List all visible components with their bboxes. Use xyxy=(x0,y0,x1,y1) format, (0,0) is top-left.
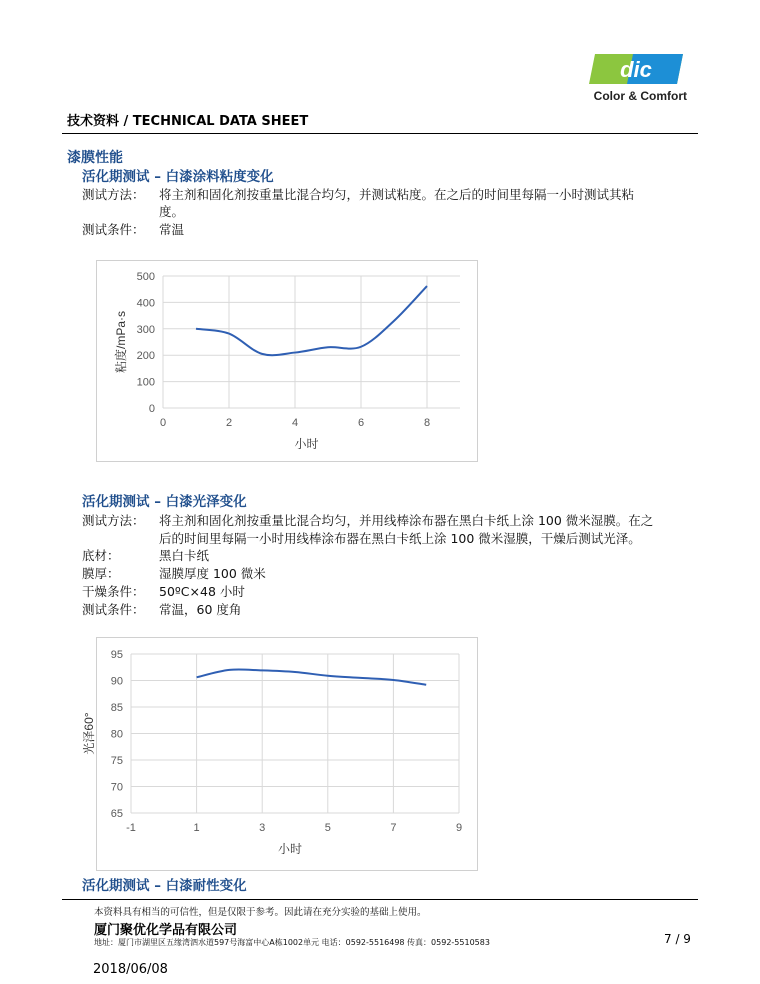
gloss-drying-row xyxy=(82,583,382,600)
gloss-method-line1: 将主剂和固化剂按重量比混合均匀，并用线棒涂布器在黑白卡纸上涂 100 微米湿膜。在之 xyxy=(159,513,654,528)
viscosity-chart-x-tick-label: 4 xyxy=(291,417,299,429)
gloss-substrate-row xyxy=(82,547,382,564)
footer-address: 地址：厦门市湖里区五缘湾泗水道597号海富中心A栋1002单元 电话：0592-5516498 传真：0592-5510583 xyxy=(94,938,490,947)
viscosity-condition-value: 常温 xyxy=(159,222,185,237)
gloss-chart-y-tick-label: 95 xyxy=(110,649,123,661)
gloss-film-value: 湿膜厚度 100 微米 xyxy=(159,566,266,581)
gloss-chart-x-axis-title: 小时 xyxy=(277,842,303,856)
gloss-chart-x-tick-label: 7 xyxy=(390,822,397,834)
gloss-drying-value: 50ºC×48 小时 xyxy=(159,584,245,599)
gloss-chart-y-tick-label: 85 xyxy=(110,702,123,714)
gloss-chart-y-tick-label: 75 xyxy=(110,755,123,767)
viscosity-chart-x-tick-label: 2 xyxy=(225,417,233,429)
section-title: 漆膜性能 xyxy=(67,150,123,166)
gloss-method-line2: 后的时间里每隔一小时用线棒涂布器在黑白卡纸上涂 100 微米湿膜，干燥后测试光泽。 xyxy=(159,531,641,546)
gloss-chart-y-tick-label: 80 xyxy=(110,728,123,741)
document-date: 2018/06/08 xyxy=(93,962,168,977)
viscosity-method-line1: 将主剂和固化剂按重量比混合均匀，并测试粘度。在之后的时间里每隔一小时测试其粘 xyxy=(159,187,635,202)
gloss-chart xyxy=(82,638,477,870)
gloss-chart-y-tick-label: 65 xyxy=(110,808,123,820)
logo-mark-text: dic xyxy=(620,57,652,82)
gloss-condition-row xyxy=(82,601,382,618)
gloss-chart-x-tick-label: 1 xyxy=(193,822,200,834)
viscosity-chart-frame xyxy=(96,260,478,462)
viscosity-chart-y-tick-label: 500 xyxy=(136,271,155,283)
dic-logo-mark xyxy=(589,54,683,84)
gloss-condition-value: 常温，60 度角 xyxy=(159,602,242,617)
page-number: 7 / 9 xyxy=(664,932,691,946)
viscosity-chart-x-tick-label: 8 xyxy=(423,417,431,429)
gloss-chart-x-tick-label: -1 xyxy=(126,822,136,834)
viscosity-chart-x-tick-label: 6 xyxy=(357,417,365,429)
gloss-chart-x-tick-label: 5 xyxy=(324,822,331,834)
viscosity-chart-y-tick-label: 0 xyxy=(148,403,155,415)
gloss-test-title: 活化期测试 – 白漆光泽变化 xyxy=(82,494,247,510)
viscosity-chart xyxy=(97,261,477,461)
viscosity-condition-row xyxy=(82,221,382,238)
gloss-film-label: 膜厚： xyxy=(82,566,120,581)
gloss-substrate-label: 底材： xyxy=(82,548,120,563)
gloss-chart-y-tick-label: 70 xyxy=(110,781,123,794)
viscosity-chart-x-tick-label: 0 xyxy=(159,417,167,429)
document-header-title: 技术资料 / TECHNICAL DATA SHEET xyxy=(67,114,309,129)
viscosity-chart-y-tick-label: 400 xyxy=(136,297,155,310)
viscosity-method-row xyxy=(82,186,702,203)
company-logo xyxy=(583,54,687,104)
viscosity-chart-y-tick-label: 300 xyxy=(136,323,155,336)
viscosity-chart-y-tick-label: 100 xyxy=(136,376,155,389)
viscosity-test-title: 活化期测试 – 白漆涂料粘度变化 xyxy=(82,169,274,185)
viscosity-method-line2: 度。 xyxy=(159,204,185,219)
gloss-chart-x-tick-label: 3 xyxy=(259,822,266,834)
viscosity-chart-y-axis-title: 粘度/mPa·s xyxy=(114,310,128,374)
footer-disclaimer: 本资料具有相当的可信性，但是仅限于参考。因此请在充分实验的基础上使用。 xyxy=(94,907,427,918)
viscosity-condition-label: 测试条件： xyxy=(82,222,145,237)
viscosity-chart-series-line xyxy=(196,286,427,355)
viscosity-chart-x-axis-title: 小时 xyxy=(294,437,319,451)
gloss-chart-x-tick-label: 9 xyxy=(455,822,463,834)
header-divider xyxy=(62,133,698,134)
footer-company-name: 厦门聚优化学品有限公司 xyxy=(94,923,238,938)
gloss-method-row xyxy=(82,512,702,529)
gloss-chart-y-tick-label: 90 xyxy=(110,675,123,688)
gloss-substrate-value: 黑白卡纸 xyxy=(159,548,210,563)
viscosity-chart-y-tick-label: 200 xyxy=(136,350,155,363)
gloss-chart-series-line xyxy=(197,669,427,684)
logo-tagline: Color & Comfort xyxy=(593,89,687,103)
gloss-film-row xyxy=(82,565,382,582)
gloss-condition-label: 测试条件： xyxy=(82,602,145,617)
gloss-chart-frame xyxy=(82,637,478,871)
footer-divider xyxy=(62,899,698,900)
gloss-drying-label: 干燥条件： xyxy=(82,584,145,599)
gloss-method-label: 测试方法： xyxy=(82,513,145,528)
gloss-chart-y-axis-title: 光泽60° xyxy=(82,712,96,755)
durability-test-title: 活化期测试 – 白漆耐性变化 xyxy=(82,878,247,894)
viscosity-method-label: 测试方法： xyxy=(82,187,145,202)
